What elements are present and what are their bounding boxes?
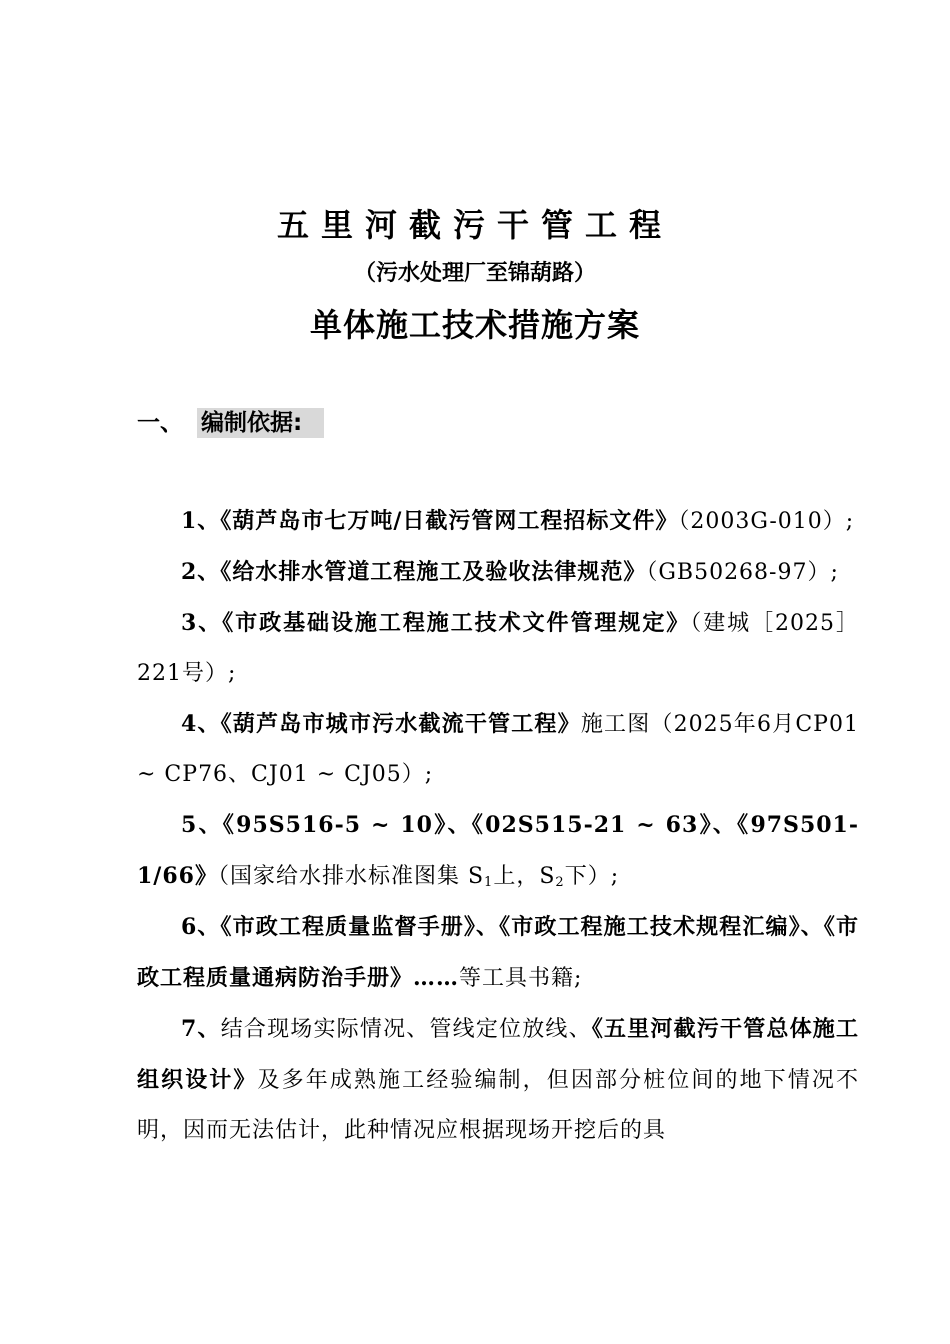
item-detail: 及多年成熟施工经验编制，但因部分桩位间的地下情况不明，因而无法估计，此种情况应根据现场开挖后的具	[137, 1068, 859, 1143]
item-detail: 上，S	[493, 864, 556, 889]
item-number: 4、	[181, 711, 221, 737]
item-title: 《葫芦岛市七万吨/日截污管网工程招标文件》	[220, 508, 679, 534]
item-title: 《市政基础设施工程施工技术文件管理规定》	[222, 610, 691, 636]
item-title: 《95S516-5 ~ 10》、《02S515-21 ~ 63》、《97S501-1/66》	[137, 812, 859, 889]
list-item	[137, 800, 859, 902]
item-number: 6、	[181, 914, 221, 940]
list-item	[137, 496, 859, 547]
item-detail: 施工图（2025年6月CP01 ~ CP76、CJ01 ~ CJ05）;	[137, 712, 859, 787]
document-title: 五里河截污干管工程	[276, 206, 673, 244]
item-number: 1、	[181, 508, 221, 534]
subscript: 2	[555, 875, 565, 890]
item-number: 5、	[181, 812, 223, 838]
list-item	[137, 902, 859, 1004]
item-title: 《给水排水管道工程施工及验收法律规范》	[220, 559, 647, 585]
section-title: 编制依据:	[197, 408, 324, 438]
item-title: 《市政工程质量监督手册》、《市政工程施工技术规程汇编》、《市政工程质量通病防治手册》……	[137, 914, 859, 991]
reference-list	[137, 496, 859, 1156]
item-title: 《五里河截污干管总体施工组织设计》	[137, 1016, 859, 1093]
item-detail: （2003G-010）;	[678, 509, 855, 534]
item-detail: （国家给水排水标准图集 S	[217, 864, 485, 889]
document-heading: 单体施工技术措施方案	[309, 306, 640, 344]
list-item	[137, 1004, 859, 1156]
item-detail: 结合现场实际情况、管线定位放线、	[220, 1017, 592, 1042]
item-detail: 下）;	[564, 864, 620, 889]
list-item	[137, 598, 859, 699]
item-number: 7、	[181, 1016, 221, 1042]
section-number: 一、	[137, 410, 183, 436]
subscript: 1	[484, 875, 494, 890]
item-detail: 等工具书籍;	[459, 966, 583, 991]
item-number: 3、	[181, 610, 223, 636]
list-item	[137, 547, 859, 598]
list-item	[137, 699, 859, 800]
document-subtitle: （污水处理厂至锦葫路）	[353, 261, 596, 286]
item-title: 《葫芦岛市城市污水截流干管工程》	[220, 711, 581, 737]
item-detail: （GB50268-97）;	[646, 560, 839, 585]
item-detail: （建城［2025］221号）;	[137, 611, 859, 686]
section-heading	[137, 404, 324, 437]
item-number: 2、	[181, 559, 221, 585]
